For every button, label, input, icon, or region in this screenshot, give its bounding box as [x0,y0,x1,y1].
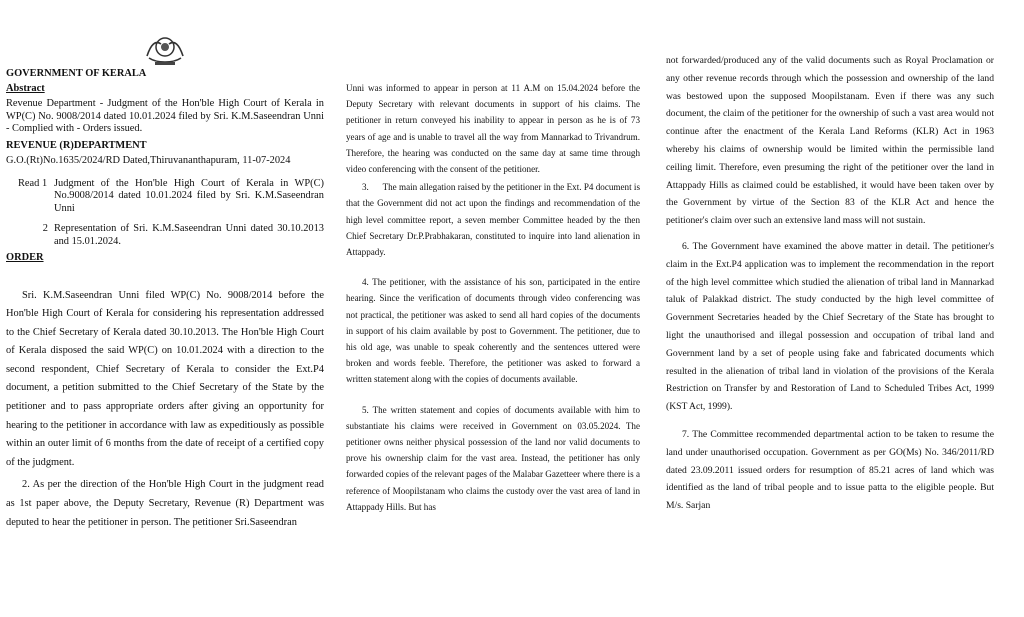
kerala-emblem-icon [143,34,187,66]
read-item-number: 1 [41,177,48,189]
paragraph-1: Sri. K.M.Saseendran Unni filed WP(C) No. 9008/2014 before the Hon'ble High Court of Kerala for considering his representation addressed to the Chief Secretary of Kerala dated 30.10.2013. The Hon'ble High Court of Kerala disposed the said WP(C) on 10.01.2024 with a direction to the second respondent, Chief Secretary of Kerala to consider the Ext.P4 document, a petition submitted to the Chief Secretary of the State by the petitioner and to pass appropriate orders after giving an opportunity for hearing to the petitioner in accordance with law as expeditiously as possible within an outer limit of 6 months from the date of receipt of a certified copy of the judgment. [6,289,324,468]
government-title: GOVERNMENT OF KERALA [6,68,147,79]
read-item-number: 2 [42,223,48,234]
go-number-line: G.O.(Rt)No.1635/2024/RD Dated,Thiruvananthapuram, 11-07-2024 [6,155,291,166]
abstract-text: Revenue Department - Judgment of the Hon'ble High Court of Kerala in WP(C) No. 9008/2014 dated 10.01.2024 filed by Sri. K.M.Saseendran Unni - Complied with - Orders issued. [6,98,324,134]
paragraph-2-continued: Unni was informed to appear in person at 11 A.M on 15.04.2024 before the Deputy Secretary with relevant documents in support of his claims. The petitioner in return conveyed his inability to appear in person as he is of 73 years of age and is unable to travel all the way from Mannarkad to Trivandrum. Therefore, the hearing was conducted on the same day at same time through video conferencing with the consent of the petitioner. [346,83,640,175]
paragraph-2: 2. As per the direction of the Hon'ble High Court in the judgment read as 1st paper above, the Deputy Secretary, Revenue (R) Department was deputed to hear the petitioner in person. The petitioner Sri.Saseendran [6,479,324,528]
read-item-text: Judgment of the Hon'ble High Court of Kerala in WP(C) No.9008/2014 dated 10.01.2024 filed by Sri. K.M.Saseendran Unni [54,177,324,214]
paragraph-6: 6. The Government have examined the above matter in detail. The petitioner's claim in the Ext.P4 application was to implement the recommendation in the report of the high level committee which studied the alienation of tribal land in Mannarkad taluk of Palakkad district. The study conducted by the high level committee of Government Secretaries headed by the Chief Secretary of the State has brought to light the unauthorised and illegal possession and occupation of tribal land and Government land by a set of people using fake and fabricated documents which resulted in the alienation of tribal land in violation of the provisions of the Kerala Restriction on Transfer by and Restoration of Land to Scheduled Tribes Act, 1999 (KST Act, 1999). [666,240,994,413]
read-item-2 [18,223,324,248]
paragraph-4: 4. The petitioner, with the assistance of his son, participated in the entire hearing. Since the verification of documents through video conferencing was not practical, the petitioner was asked to send all hard copies of the documents in support of his claim available by post to Government. The petitioner, due to his old age, was unable to speak coherently and the sentences uttered were broken and words feeble. Therefore, the petitioner was asked to forward a written statement along with the copies of documents available. [346,277,640,385]
order-heading: ORDER [6,252,44,263]
paragraph-3: 3. The main allegation raised by the petitioner in the Ext. P4 document is that the Government did not act upon the findings and recommendation of the high level committee report, a seven member Committee headed by the then Chief Secretary Dr.P.Prabhakaran, constituted to inquire into land alienation in Attappady. [346,182,643,258]
department-title: REVENUE (R)DEPARTMENT [6,139,147,151]
read-label: Read [18,177,40,189]
abstract-heading: Abstract [6,82,45,94]
paragraph-7: 7. The Committee recommended departmental action to be taken to resume the land under unauthorised occupation. Government as per GO(Ms) No. 346/2011/RD dated 23.09.2011 issued orders for resumption of 85.21 acres of land which was identified as the land of tribal people and to issue patta to the eligible people. But M/s. Sarjan [666,428,994,512]
paragraph-5: 5. The written statement and copies of documents available with him to substantiate his claims were received in Government on 03.05.2024. The petitioner owns neither physical possession of the land nor valid documents to prove his ownership claim for the vast area. Instead, the petitioner has only forwarded copies of the relevant pages of the Malabar Gazetteer where there is a reference of Moopilstanam who claims the custody over the vast area of land in Attappady Hills. But has [346,404,640,512]
page-column-3 [660,0,1024,617]
page-column-2 [340,0,642,617]
page-column-1 [0,0,330,617]
paragraph-5-continued: not forwarded/produced any of the valid documents such as Royal Proclamation or any other revenue records through which the possession and ownership of the land was bestowed upon the supposed Moopilstanam. Even if there was any such document, the claim of the petitioner for the ownership of such a vast area would not continue after the enactment of the Kerala Land Reforms (KLR) Act in 1963 whereby his claims of ownership would be limited within the permissible land ceiling limit. Therefore, even presuming the right of the petitioner over the land in Attappady Hills as claimed could be established, it would have been taken over by the Government by virtue of the Section 83 of the KLR Act and hence the petitioner's claim over such an extensive land mass will not sustain. [666,55,994,227]
read-item-1 [18,178,324,216]
read-item-text: Representation of Sri. K.M.Saseendran Unni dated 30.10.2013 and 15.01.2024. [54,223,324,247]
read-section [6,178,324,249]
